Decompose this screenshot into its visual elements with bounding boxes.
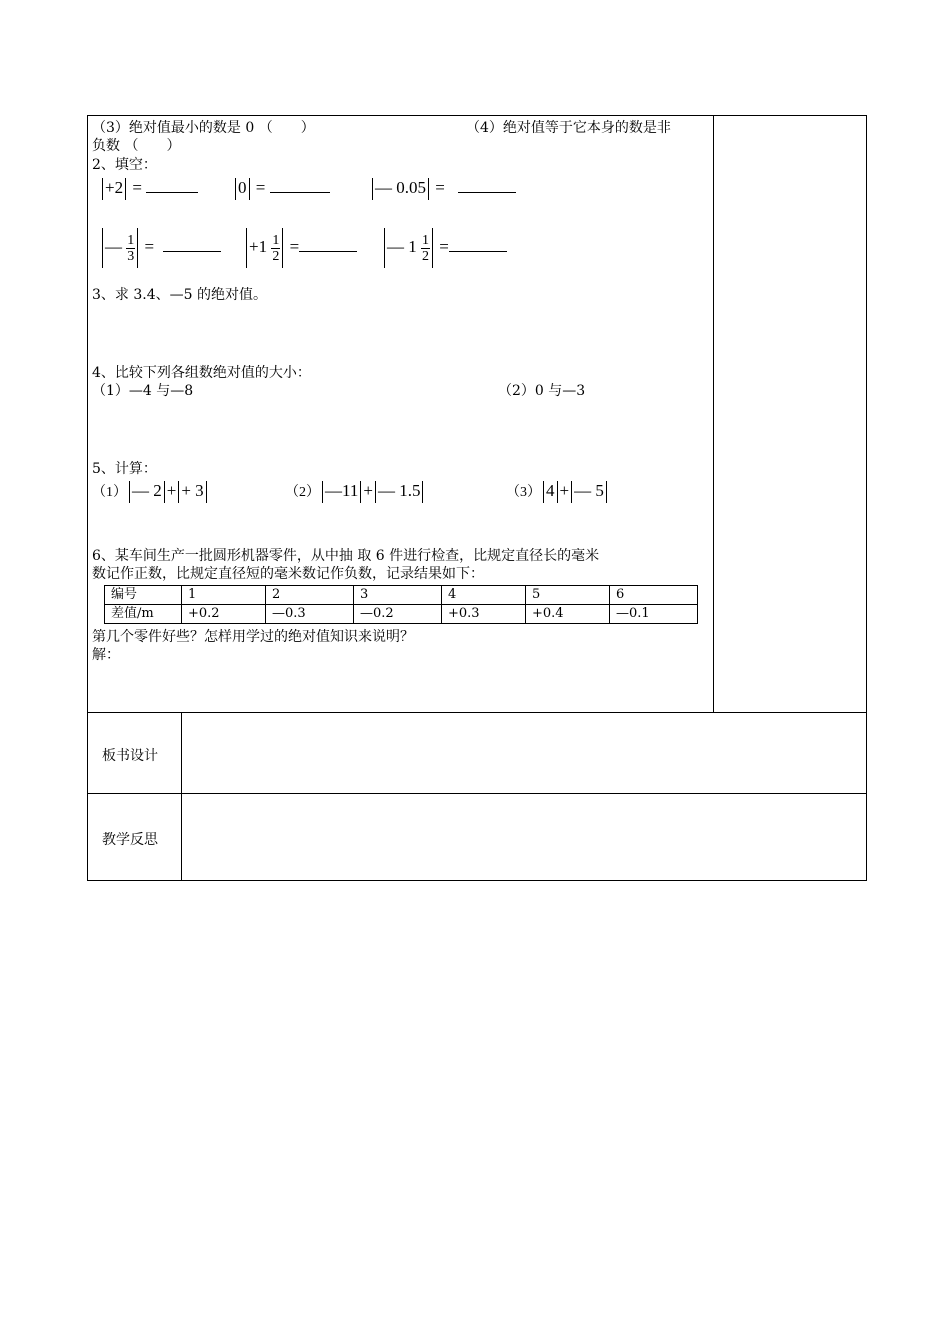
frame-right [866, 115, 867, 881]
table-cell: 2 [266, 586, 354, 605]
answer-blank[interactable] [299, 251, 357, 252]
section-3-title: 3、求 3.4、—5 的绝对值。 [92, 287, 267, 303]
frame-left [87, 115, 88, 881]
abs-fraction-3: — 1 $\frac{1}{2}$ = [382, 228, 507, 268]
answer-blank[interactable] [458, 192, 516, 193]
abs-fill-1: +2 = [100, 178, 198, 200]
section-6-line-2: 数记作正数，比规定直径短的毫米数记作负数，记录结果如下： [92, 566, 484, 582]
section-4-item-2: （2）0 与—3 [498, 383, 586, 399]
table-cell: +0.2 [182, 605, 266, 624]
difference-table [104, 585, 698, 624]
table-row [105, 605, 698, 624]
item-4-continuation: 负数 （ ） [92, 138, 181, 154]
section-4-item-1: （1）—4 与—8 [92, 383, 194, 399]
frame-bottom [87, 880, 867, 881]
abs-fraction-2: +1 $\frac{1}{2}$ = [244, 228, 357, 268]
section-5-title: 5、计算： [92, 461, 157, 477]
table-cell: 4 [441, 586, 525, 605]
calc-item-2: （2） —11 + — 1.5 [285, 481, 425, 503]
calc-item-1: （1） — 2 + + 3 [92, 481, 209, 503]
row-divider-2 [87, 793, 867, 794]
frame-top [87, 115, 867, 116]
table-cell: —0.3 [266, 605, 354, 624]
item-3-text: （3）绝对值最小的数是 0 （ ） [92, 120, 315, 136]
table-cell: +0.3 [441, 605, 525, 624]
table-cell: 1 [182, 586, 266, 605]
section-6-line-1: 6、某车间生产一批圆形机器零件，从中抽 取 6 件进行检查，比规定直径长的毫米 [92, 548, 600, 564]
side-column-divider [713, 115, 714, 713]
calc-item-3: （3） 4 + — 5 [506, 481, 609, 503]
section-2-title: 2、填空： [92, 157, 157, 173]
table-cell: 3 [353, 586, 441, 605]
table-cell: 差值/m [105, 605, 182, 624]
label-column-divider [181, 712, 182, 881]
table-header-row [105, 586, 698, 605]
section-4-title: 4、比较下列各组数绝对值的大小： [92, 365, 311, 381]
row-divider-1 [87, 712, 867, 713]
board-design-label: 板书设计 [102, 748, 158, 764]
answer-blank[interactable] [270, 192, 330, 193]
table-cell: —0.2 [353, 605, 441, 624]
table-cell: —0.1 [609, 605, 697, 624]
teaching-reflection-label: 教学反思 [102, 832, 158, 848]
item-4-text: （4）绝对值等于它本身的数是非 [466, 120, 671, 136]
abs-fill-2: 0 = [233, 178, 330, 200]
table-cell: 5 [525, 586, 609, 605]
answer-blank[interactable] [146, 192, 198, 193]
section-6-question: 第几个零件好些？怎样用学过的绝对值知识来说明？ [92, 629, 414, 645]
section-6-answer-label: 解： [92, 647, 120, 663]
abs-fraction-1: — $\frac{1}{3}$ = [100, 228, 221, 268]
answer-blank[interactable] [163, 251, 221, 252]
answer-blank[interactable] [449, 251, 507, 252]
abs-fill-3: — 0.05 = [370, 178, 516, 200]
table-cell: 编号 [105, 586, 182, 605]
table-cell: +0.4 [525, 605, 609, 624]
table-cell: 6 [609, 586, 697, 605]
